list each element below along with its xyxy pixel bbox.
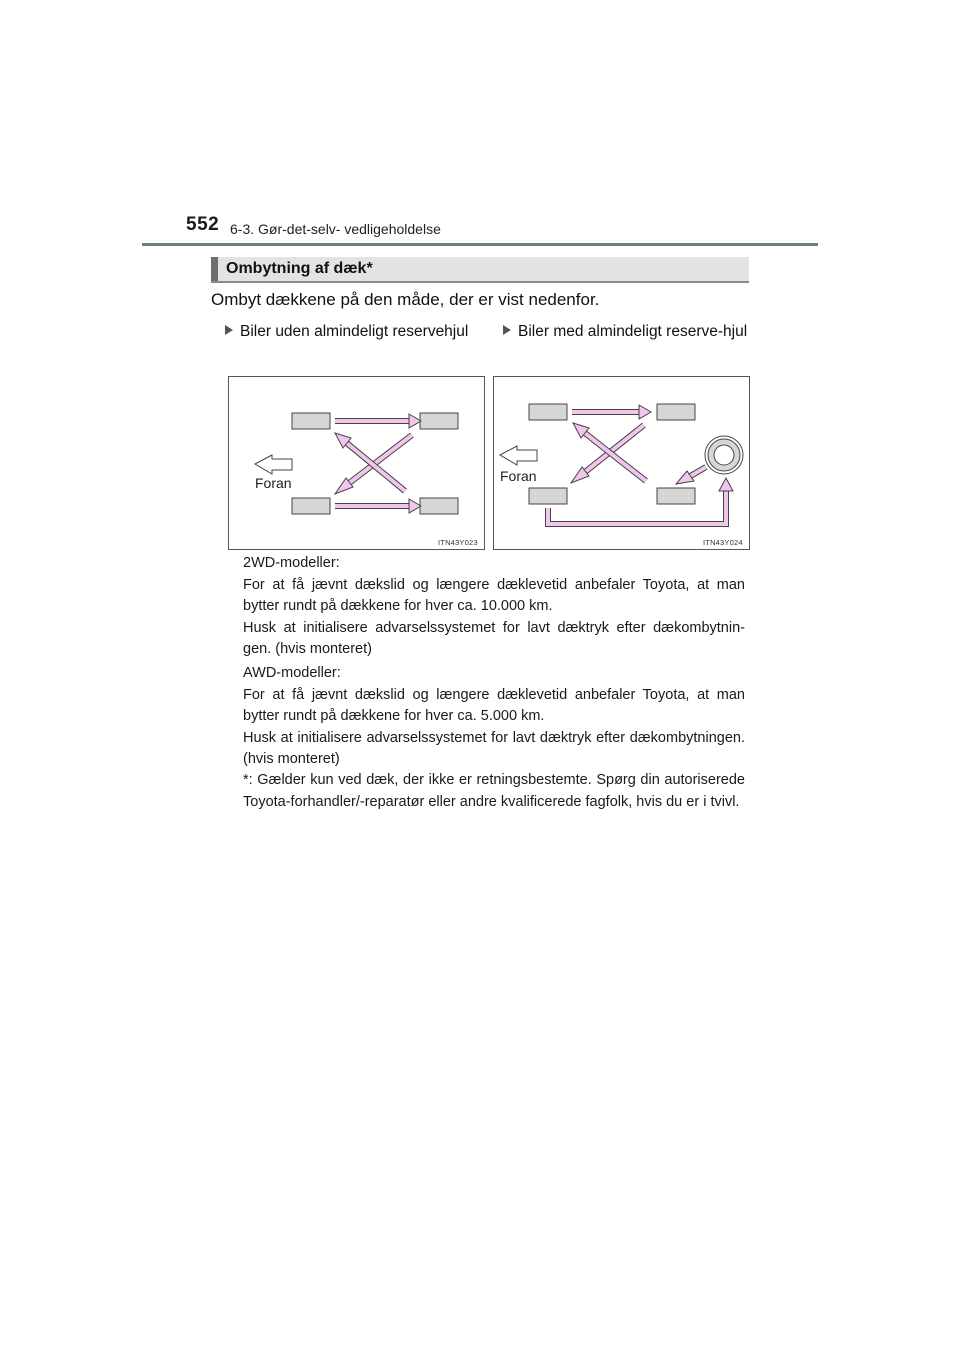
tire-front-left [529, 404, 567, 420]
option-no-spare [225, 320, 468, 344]
front-direction-arrow-icon [255, 455, 292, 474]
twd-heading: 2WD-modeller: [243, 555, 340, 571]
awd-notes [243, 663, 745, 771]
option-with-spare [503, 320, 748, 344]
rotation-diagram-with-spare [493, 376, 750, 550]
section-heading-accent [211, 257, 218, 281]
tire-rear-right [420, 498, 458, 514]
twd-notes [243, 553, 745, 661]
arrow-rear-left-to-rear-right [335, 499, 421, 513]
front-label: Foran [500, 468, 537, 484]
intro-text: Ombyt dækkene på den måde, der er vist nedenfor. [211, 290, 600, 309]
section-heading-bar [211, 257, 749, 283]
front-label: Foran [255, 475, 292, 491]
rotation-diagram-svg [229, 377, 484, 549]
tire-front-left [292, 413, 330, 429]
arrow-spare-to-rear-right [676, 467, 706, 484]
section-title: Ombytning af dæk* [226, 260, 373, 277]
awd-heading: AWD-modeller: [243, 665, 341, 681]
header-rule [142, 243, 818, 246]
figure-code: ITN43Y024 [703, 538, 743, 547]
running-head: 6-3. Gør-det-selv- vedligeholdelse [230, 221, 441, 237]
arrow-front-left-to-front-right [572, 405, 651, 419]
tire-rear-right [657, 488, 695, 504]
figure-code: ITN43Y023 [438, 538, 478, 547]
front-direction-arrow-icon [500, 446, 537, 465]
rotation-diagram-four-tires [228, 376, 485, 550]
arrow-front-left-to-front-right [335, 414, 421, 428]
twd-reminder: Husk at initialisere advarselssystemet for lavt dæktryk efter dækombytnin-gen. (hvis monteret) [243, 619, 745, 657]
arrow-rear-left-to-spare [548, 478, 733, 524]
tire-rear-left [292, 498, 330, 514]
tire-front-right [420, 413, 458, 429]
tire-rear-left [529, 488, 567, 504]
triangle-bullet-icon [503, 325, 511, 335]
awd-text: For at få jævnt dækslid og længere dæklevetid anbefaler Toyota, at man bytter rundt på dækkene for hver ca. 5.000 km. [243, 686, 745, 724]
tire-front-right [657, 404, 695, 420]
awd-reminder: Husk at initialisere advarselssystemet for lavt dæktryk efter dækombytningen. (hvis monteret) [243, 729, 745, 767]
triangle-bullet-icon [225, 325, 233, 335]
footnote: *: Gælder kun ved dæk, der ikke er retningsbestemte. Spørg din autoriserede Toyota-forhandler/-reparatør eller andre kvalificerede fagfolk, hvis du er i tvivl. [243, 772, 745, 810]
option-label: Biler uden almindeligt reservehjul [240, 323, 469, 340]
twd-text: For at få jævnt dækslid og længere dæklevetid anbefaler Toyota, at man bytter rundt på dækkene for hver ca. 10.000 km. [243, 576, 745, 614]
rotation-diagram-svg [494, 377, 749, 549]
page-number: 552 [186, 214, 220, 235]
spare-tire-icon [705, 436, 743, 474]
option-label: Biler med almindeligt reserve-hjul [518, 323, 748, 340]
